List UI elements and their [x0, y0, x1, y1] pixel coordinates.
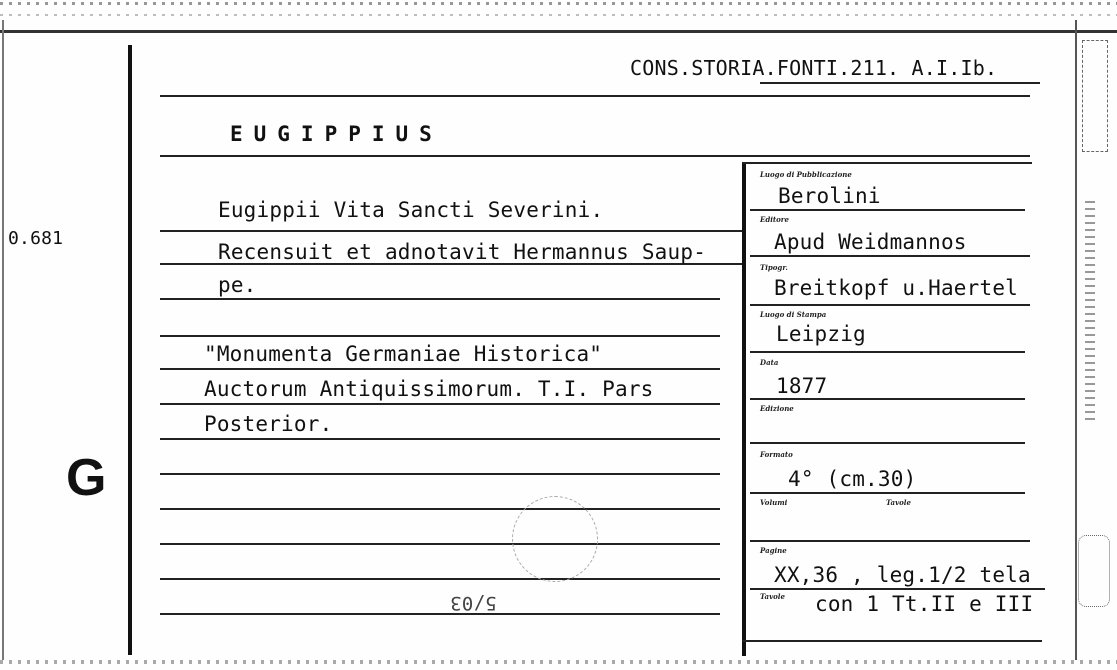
place-value: Berolini — [778, 184, 881, 208]
author-heading: EUGIPPIUS — [230, 122, 443, 146]
inverted-stamp: 5/03 — [450, 592, 497, 614]
rule-1 — [160, 95, 1030, 97]
format-value: 4° (cm.30) — [788, 467, 917, 491]
margin-stamp-2 — [1085, 200, 1095, 420]
inventory-number: 0.681 — [8, 228, 64, 249]
pages-rule — [750, 588, 1045, 590]
title-line-3: pe. — [218, 273, 257, 297]
volumes-label: Volumi — [760, 498, 788, 507]
right-box-bottom — [742, 640, 1042, 642]
series-line-2: Auctorum Antiquissimorum. T.I. Pars — [204, 377, 654, 401]
shelf-signature: CONS.STORIA.FONTI.211. A.I.Ib. — [630, 56, 998, 80]
rule-8 — [160, 403, 720, 405]
printer-value: Breitkopf u.Haertel — [774, 276, 1019, 300]
signature-underline — [760, 82, 1040, 84]
tables-value: con 1 Tt.II e III — [815, 592, 1034, 616]
rule-6 — [160, 335, 720, 337]
pages-value: XX,36 , leg.1/2 tela — [774, 563, 1031, 587]
top-border — [0, 30, 1117, 33]
series-line-3: Posterior. — [204, 412, 333, 436]
printer-rule — [750, 304, 1030, 306]
top-edge — [0, 2, 1117, 5]
print-place-value: Leipzig — [776, 322, 866, 346]
print-place-rule — [750, 351, 1025, 353]
left-edge — [2, 20, 4, 660]
plates-label: Tavole — [886, 498, 911, 507]
rule-12 — [160, 543, 720, 545]
rule-14 — [160, 613, 720, 615]
edition-rule — [750, 442, 1025, 444]
right-box-top — [742, 162, 1032, 164]
date-rule — [750, 398, 1025, 400]
left-margin-rule — [128, 45, 132, 655]
tables-label: Tavole — [760, 592, 785, 601]
top-edge-2 — [0, 14, 1117, 16]
rule-10 — [160, 473, 720, 475]
bottom-edge — [0, 660, 1117, 664]
rule-2 — [160, 155, 1030, 157]
date-label: Data — [760, 358, 779, 367]
rule-5 — [160, 298, 720, 300]
title-line-2: Recensuit et adnotavit Hermannus Saup- — [218, 240, 707, 264]
editor-label: Editore — [760, 215, 789, 224]
rule-13 — [160, 578, 720, 580]
rule-9 — [160, 438, 720, 440]
editor-rule — [750, 255, 1030, 257]
place-rule — [750, 209, 1025, 211]
margin-stamp-3 — [1078, 535, 1110, 607]
series-line-1: "Monumenta Germaniae Historica" — [204, 342, 603, 366]
format-label: Formato — [760, 450, 793, 459]
rule-7 — [160, 368, 720, 370]
print-place-label: Luogo di Stampa — [760, 310, 827, 319]
rule-3 — [160, 230, 745, 232]
title-line-1: Eugippii Vita Sancti Severini. — [218, 198, 604, 222]
punch-hole-mark — [512, 496, 598, 582]
format-rule — [750, 492, 1025, 494]
edition-label: Edizione — [760, 404, 794, 413]
editor-value: Apud Weidmannos — [774, 230, 967, 254]
margin-stamp — [1082, 40, 1108, 152]
pages-top-rule — [750, 540, 1030, 542]
printer-label: Tipogr. — [760, 263, 788, 272]
right-edge — [1075, 20, 1077, 660]
place-label: Luogo di Pubblicazione — [760, 170, 852, 179]
right-box-rule — [742, 162, 746, 656]
pages-label: Pagine — [760, 546, 787, 555]
rule-11 — [160, 508, 720, 510]
date-value: 1877 — [776, 374, 828, 398]
classification-letter: G — [66, 449, 107, 507]
